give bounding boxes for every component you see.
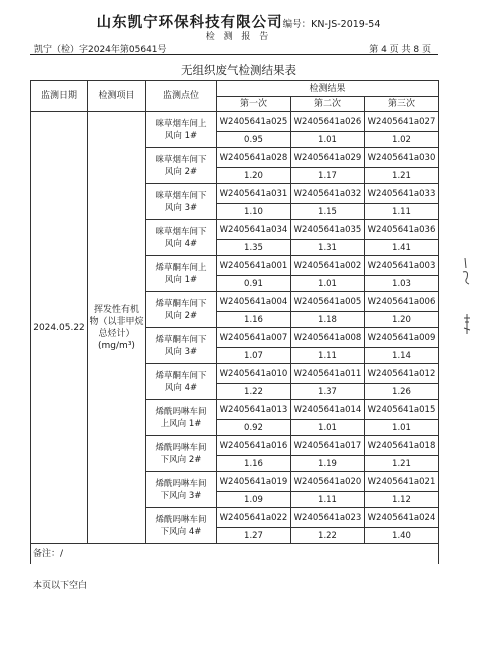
remark: 备注：/ <box>31 544 439 564</box>
results-table <box>30 80 439 564</box>
header-run-2: 第二次 <box>291 97 365 112</box>
result-value: 1.17 <box>291 168 365 184</box>
header-item: 检测项目 <box>88 81 146 112</box>
result-value: 1.11 <box>365 204 439 220</box>
location-line-1: 烯草酮车间下 <box>155 370 207 381</box>
result-value: 1.27 <box>217 528 291 544</box>
sample-code: W2405641a019 <box>217 472 291 492</box>
result-value: 1.40 <box>365 528 439 544</box>
sample-code: W2405641a026 <box>291 112 365 132</box>
test-item <box>88 112 146 544</box>
result-value: 1.31 <box>291 240 365 256</box>
location-line-1: 咪草烟车间下 <box>155 154 207 165</box>
monitoring-location <box>146 364 217 400</box>
result-value: 1.16 <box>217 456 291 472</box>
result-value: 1.37 <box>291 384 365 400</box>
monitoring-location <box>146 328 217 364</box>
sample-code: W2405641a029 <box>291 148 365 168</box>
location-line-1: 咪草烟车间上 <box>155 118 207 129</box>
monitoring-location <box>146 112 217 148</box>
result-value: 1.02 <box>365 132 439 148</box>
result-value: 1.20 <box>217 168 291 184</box>
sample-code: W2405641a014 <box>291 400 365 420</box>
location-line-2: 下风向 2# <box>160 454 202 465</box>
sample-code: W2405641a017 <box>291 436 365 456</box>
result-value: 1.01 <box>291 276 365 292</box>
report-number: 凯宁（检）字2024年第05641号 <box>34 45 167 55</box>
sample-code: W2405641a031 <box>217 184 291 204</box>
result-value: 1.21 <box>365 168 439 184</box>
result-value: 0.95 <box>217 132 291 148</box>
sample-code: W2405641a030 <box>365 148 439 168</box>
sample-code: W2405641a015 <box>365 400 439 420</box>
monitoring-location <box>146 220 217 256</box>
document-code: 编号：KN-JS-2019-54 <box>282 19 381 30</box>
test-item-line: (mg/m³) <box>98 340 135 351</box>
page-number: 第 4 页 共 8 页 <box>369 45 431 55</box>
table-title: 无组织废气检测结果表 <box>181 63 296 77</box>
location-line-1: 烯草酮车间上 <box>155 262 207 273</box>
sample-code: W2405641a013 <box>217 400 291 420</box>
location-line-2: 上风向 1# <box>160 418 202 429</box>
result-value: 1.16 <box>217 312 291 328</box>
header-date: 监测日期 <box>31 81 88 112</box>
result-value: 1.20 <box>365 312 439 328</box>
result-value: 1.11 <box>291 492 365 508</box>
sample-code: W2405641a020 <box>291 472 365 492</box>
result-value: 1.07 <box>217 348 291 364</box>
result-value: 1.22 <box>291 528 365 544</box>
sample-code: W2405641a008 <box>291 328 365 348</box>
location-line-1: 烯草酮车间下 <box>155 334 207 345</box>
result-value: 1.12 <box>365 492 439 508</box>
sample-code: W2405641a027 <box>365 112 439 132</box>
sample-code: W2405641a004 <box>217 292 291 312</box>
result-value: 1.03 <box>365 276 439 292</box>
result-value: 1.11 <box>291 348 365 364</box>
location-line-2: 风向 2# <box>164 166 198 177</box>
header-divider <box>30 54 438 55</box>
result-value: 1.41 <box>365 240 439 256</box>
test-item-line: 总烃计） <box>98 328 135 339</box>
sample-code: W2405641a018 <box>365 436 439 456</box>
sample-code: W2405641a001 <box>217 256 291 276</box>
result-value: 0.92 <box>217 420 291 436</box>
location-line-1: 烯酰吗啉车间 <box>155 514 207 525</box>
location-line-2: 风向 2# <box>164 310 198 321</box>
result-value: 1.26 <box>365 384 439 400</box>
sample-code: W2405641a012 <box>365 364 439 384</box>
location-line-1: 咪草烟车间下 <box>155 226 207 237</box>
sample-code: W2405641a034 <box>217 220 291 240</box>
location-line-2: 风向 3# <box>164 346 198 357</box>
result-value: 1.22 <box>217 384 291 400</box>
company-name: 山东凯宁环保科技有限公司 <box>96 14 283 31</box>
blank-below-note: 本页以下空白 <box>33 581 88 591</box>
location-line-2: 风向 3# <box>164 202 198 213</box>
test-item-line: 挥发性有机 <box>93 304 139 315</box>
result-value: 1.21 <box>365 456 439 472</box>
monitoring-location <box>146 148 217 184</box>
margin-handwriting-marks <box>460 256 474 346</box>
location-line-2: 风向 1# <box>164 274 198 285</box>
sample-code: W2405641a005 <box>291 292 365 312</box>
header-run-3: 第三次 <box>365 97 439 112</box>
location-line-2: 风向 4# <box>164 238 198 249</box>
location-line-1: 烯酰吗啉车间 <box>155 442 207 453</box>
result-value: 1.01 <box>291 132 365 148</box>
sample-code: W2405641a024 <box>365 508 439 528</box>
monitoring-location <box>146 400 217 436</box>
result-value: 1.01 <box>291 420 365 436</box>
monitoring-location <box>146 256 217 292</box>
monitoring-location <box>146 292 217 328</box>
result-value: 1.19 <box>291 456 365 472</box>
result-value: 1.09 <box>217 492 291 508</box>
sample-code: W2405641a009 <box>365 328 439 348</box>
result-value: 1.14 <box>365 348 439 364</box>
sample-code: W2405641a028 <box>217 148 291 168</box>
result-value: 0.91 <box>217 276 291 292</box>
location-line-2: 下风向 4# <box>160 526 202 537</box>
sample-code: W2405641a007 <box>217 328 291 348</box>
sample-code: W2405641a011 <box>291 364 365 384</box>
sample-code: W2405641a016 <box>217 436 291 456</box>
remark-row <box>31 544 439 564</box>
monitoring-location <box>146 472 217 508</box>
sample-code: W2405641a022 <box>217 508 291 528</box>
monitoring-location <box>146 436 217 472</box>
sample-code: W2405641a002 <box>291 256 365 276</box>
monitoring-location <box>146 508 217 544</box>
result-value: 1.15 <box>291 204 365 220</box>
location-line-1: 烯酰吗啉车间 <box>155 406 207 417</box>
table-row <box>31 112 439 132</box>
location-line-2: 下风向 3# <box>160 490 202 501</box>
sample-code: W2405641a021 <box>365 472 439 492</box>
result-value: 1.18 <box>291 312 365 328</box>
result-value: 1.01 <box>365 420 439 436</box>
report-title: 检 测 报 告 <box>205 32 272 42</box>
location-line-1: 烯酰吗啉车间 <box>155 478 207 489</box>
test-item-line: 物（以非甲烷 <box>89 316 144 327</box>
results-table-body <box>31 81 439 564</box>
sample-code: W2405641a003 <box>365 256 439 276</box>
sample-code: W2405641a036 <box>365 220 439 240</box>
table-header-row <box>31 81 439 97</box>
sample-code: W2405641a010 <box>217 364 291 384</box>
header-run-1: 第一次 <box>217 97 291 112</box>
location-line-1: 烯草酮车间下 <box>155 298 207 309</box>
sample-code: W2405641a032 <box>291 184 365 204</box>
sample-code: W2405641a035 <box>291 220 365 240</box>
sample-code: W2405641a006 <box>365 292 439 312</box>
result-value: 1.35 <box>217 240 291 256</box>
location-line-1: 咪草烟车间下 <box>155 190 207 201</box>
monitoring-location <box>146 184 217 220</box>
result-value: 1.10 <box>217 204 291 220</box>
monitoring-date: 2024.05.22 <box>31 112 88 544</box>
sample-code: W2405641a023 <box>291 508 365 528</box>
sample-code: W2405641a025 <box>217 112 291 132</box>
header-location: 监测点位 <box>146 81 217 112</box>
sample-code: W2405641a033 <box>365 184 439 204</box>
location-line-2: 风向 1# <box>164 130 198 141</box>
header-results: 检测结果 <box>217 81 439 97</box>
location-line-2: 风向 4# <box>164 382 198 393</box>
